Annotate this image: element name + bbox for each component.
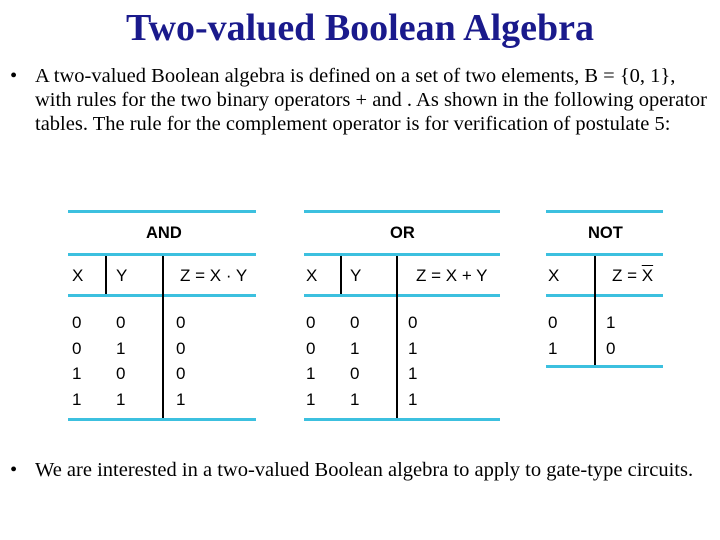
- bullet-gate-circuits: [10, 458, 710, 482]
- and-header-x: X: [72, 266, 84, 285]
- table-cell: 0: [116, 313, 126, 332]
- or-top-rule: [304, 210, 500, 213]
- table-cell: 0: [408, 313, 418, 332]
- or-header-x: X: [306, 266, 318, 285]
- and-col-z: [176, 310, 185, 412]
- table-cell: 0: [72, 313, 82, 332]
- table-cell: 1: [408, 338, 418, 358]
- table-cell: 0: [176, 313, 186, 332]
- table-cell: 1: [408, 389, 418, 409]
- and-bottom-rule: [68, 418, 256, 421]
- table-cell: 1: [548, 338, 558, 358]
- and-top-rule: [68, 210, 256, 213]
- bullet-text: A two-valued Boolean algebra is defined on a set of two elements, B = {0, 1}, with rules for the two binary operators + and . As shown in the following operator tables. The rule for the complement operator is for verification of postulate 5:: [35, 65, 707, 135]
- table-cell: 0: [606, 338, 616, 358]
- or-label: OR: [390, 224, 415, 242]
- table-cell: 0: [116, 364, 126, 383]
- table-cell: 1: [72, 364, 82, 383]
- or-header-y: Y: [350, 266, 362, 285]
- and-divider-z: [162, 256, 164, 418]
- or-bottom-rule: [304, 418, 500, 421]
- and-col-x: [72, 310, 81, 412]
- table-cell: 0: [176, 338, 186, 358]
- bullet-icon: •: [10, 65, 18, 87]
- not-header-rule: [546, 253, 663, 256]
- table-cell: 1: [306, 364, 316, 383]
- bullet-text: We are interested in a two-valued Boolean algebra to apply to gate-type circuits.: [35, 459, 694, 481]
- table-cell: 0: [306, 313, 316, 332]
- table-cell: 1: [350, 338, 360, 358]
- not-col-x: [548, 310, 557, 361]
- and-label: AND: [146, 224, 182, 242]
- not-label: NOT: [588, 224, 623, 242]
- not-header-z-label: Z =: [612, 266, 642, 285]
- table-cell: 1: [606, 313, 616, 332]
- or-header-rule: [304, 253, 500, 256]
- table-cell: 1: [350, 389, 360, 409]
- slide-title: Two-valued Boolean Algebra: [126, 7, 594, 49]
- or-col-z: [408, 310, 417, 412]
- bullet-definition: [10, 64, 710, 136]
- or-divider-z: [396, 256, 398, 418]
- table-cell: 1: [116, 338, 126, 358]
- bullet-icon: •: [10, 459, 18, 481]
- table-cell: 1: [408, 364, 418, 383]
- table-cell: 1: [116, 389, 126, 409]
- not-bottom-rule: [546, 365, 663, 368]
- not-divider: [594, 256, 596, 365]
- table-cell: 1: [176, 389, 186, 409]
- and-col-y: [116, 310, 125, 412]
- and-header-z: Z = X · Y: [180, 266, 248, 285]
- not-header-z: [612, 266, 653, 286]
- table-cell: 0: [350, 364, 360, 383]
- table-cell: 0: [72, 338, 82, 358]
- not-top-rule: [546, 210, 663, 213]
- table-cell: 0: [176, 364, 186, 383]
- table-cell: 1: [306, 389, 316, 409]
- table-cell: 0: [306, 338, 316, 358]
- not-header-x: X: [548, 266, 560, 285]
- and-divider-x: [105, 256, 107, 294]
- or-col-x: [306, 310, 315, 412]
- table-cell: 0: [548, 313, 558, 332]
- and-header-y: Y: [116, 266, 128, 285]
- or-body-rule: [304, 294, 500, 297]
- table-cell: 1: [72, 389, 82, 409]
- or-col-y: [350, 310, 359, 412]
- table-cell: 0: [350, 313, 360, 332]
- not-header-xbar: $\overline{X}$: [641, 266, 654, 285]
- or-divider-x: [340, 256, 342, 294]
- or-header-z: Z = X + Y: [416, 266, 488, 285]
- not-col-z: [606, 310, 615, 361]
- not-body-rule: [546, 294, 663, 297]
